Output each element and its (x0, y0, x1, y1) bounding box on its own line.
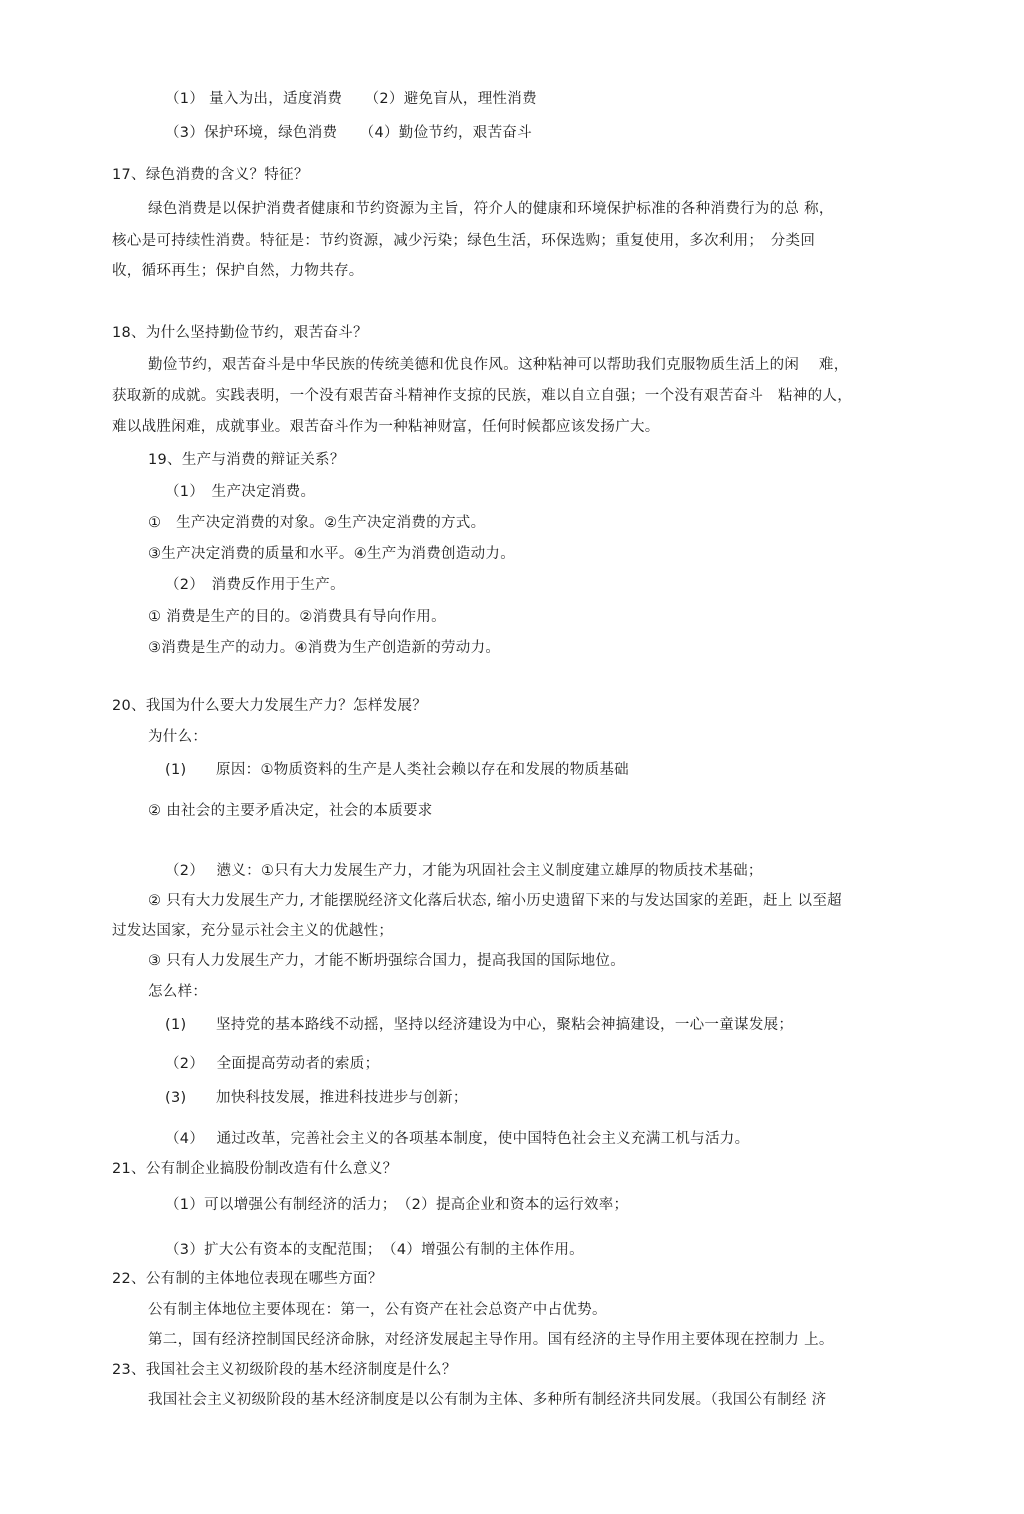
question-heading: 19、生产与消费的辩证关系？ (148, 452, 345, 468)
list-item: （1）可以增强公有制经济的活力； （2）提高企业和资本的运行效率； (165, 1197, 629, 1213)
list-item: （3）保护环境，绿色消费 （4）勤俭节约，艰苦奋斗 (165, 125, 532, 141)
paragraph-line: 收，循环再生；保护自然，力物共存。 (112, 263, 364, 279)
paragraph-line: 过发达国家，充分显示社会主义的优越性； (112, 923, 394, 939)
list-item: (1) 原因：①物质资料的生产是人类社会赖以存在和发展的物质基础 (165, 762, 629, 778)
list-item: ① 生产决定消费的对象。②生产决定消费的方式。 (148, 515, 486, 531)
list-item: (1) 坚持党的基本路线不动摇，坚持以经济建设为中心，聚粘会神搞建设，一心一童谋发展； (165, 1017, 794, 1033)
section-label: 为什么： (148, 729, 208, 745)
list-item: （3）扩大公有资本的支配范围； （4）增强公有制的主体作用。 (165, 1242, 584, 1258)
list-item: ③消费是生产的动力。④消费为生产创造新的劳动力。 (148, 640, 501, 656)
list-item: （4） 通过改革，完善社会主义的各项基本制度，使中国特色社会主义充满工机与活力。 (165, 1131, 750, 1147)
question-heading: 21、公有制企业搞股份制改造有什么意义？ (112, 1161, 398, 1177)
paragraph-line: 核心是可持续性消费。特征是：节约资源，减少污染；绿色生活，环保选购；重复使用，多次利用； 分类回 (112, 233, 816, 249)
list-item: ② 只有大力发展生产力, 才能摆脱经济文化落后状态, 缩小历史遗留下来的与发达国家的差距，赶上 以至超 (148, 893, 842, 909)
paragraph-line: 第二，国有经济控制国民经济命脉，对经济发展起主导作用。国有经济的主导作用主要体现在控制力 上。 (148, 1332, 834, 1348)
list-item: （1） 生产决定消费。 (165, 484, 316, 500)
question-heading: 17、绿色消费的含义？特征？ (112, 167, 309, 183)
paragraph-line: 绿色消费是以保护消费者健康和节约资源为主旨，符介人的健康和环境保护标准的各种消费行为的总 称， (148, 201, 834, 217)
list-item: （1） 量入为出，适度消费 （2）避免盲从，理性消费 (165, 91, 537, 107)
list-item: ① 消费是生产的目的。②消费具有导向作用。 (148, 609, 446, 625)
question-heading: 20、我国为什么要大力发展生产力？怎样发展？ (112, 698, 428, 714)
question-heading: 23、我国社会主义初级阶段的基木经济制度是什么？ (112, 1362, 457, 1378)
list-item: ② 由社会的主要矛盾决定，社会的本质要求 (148, 803, 433, 819)
list-item: （2） 懑义：①只有大力发展生产力，才能为巩固社会主义制度建立雄厚的物质技术基础； (165, 863, 763, 879)
paragraph-line: 我国社会主义初级阶段的基木经济制度是以公有制为主体、多种所有制经济共同发展。（我国公有制经 济 (148, 1392, 827, 1408)
list-item: （2） 消费反作用于生产。 (165, 577, 345, 593)
question-heading: 22、公有制的主体地位表现在哪些方面？ (112, 1271, 383, 1287)
paragraph-line: 获取新的成就。实践表明，一个没有艰苦奋斗精神作支掠的民族，难以自立自强；一个没有艰苦奋斗 粘神的人， (112, 388, 852, 404)
list-item: (3) 加快科技发展，推进科技进步与创新； (165, 1090, 468, 1106)
paragraph-line: 勤俭节约，艰苦奋斗是中华民族的传统美德和优良作风。这种粘神可以帮助我们克服物质生活上的闲 难， (148, 357, 849, 373)
list-item: ③生产决定消费的质量和水平。④生产为消费创造动力。 (148, 546, 515, 562)
list-item: （2） 全面提高劳动者的索质； (165, 1056, 380, 1072)
paragraph-line: 难以战胜闲难，成就事业。艰苦奋斗作为一种粘神财富，任何时候都应该发扬广大。 (112, 419, 660, 435)
section-label: 怎么样： (148, 984, 208, 1000)
question-heading: 18、为什么坚持勤俭节约，艰苦奋斗？ (112, 325, 368, 341)
list-item: ③ 只有人力发展生产力，才能不断坍强综合国力，提高我国的国际地位。 (148, 953, 626, 969)
paragraph-line: 公有制主体地位主要体现在：第一，公有资产在社会总资产中占优势。 (148, 1302, 607, 1318)
